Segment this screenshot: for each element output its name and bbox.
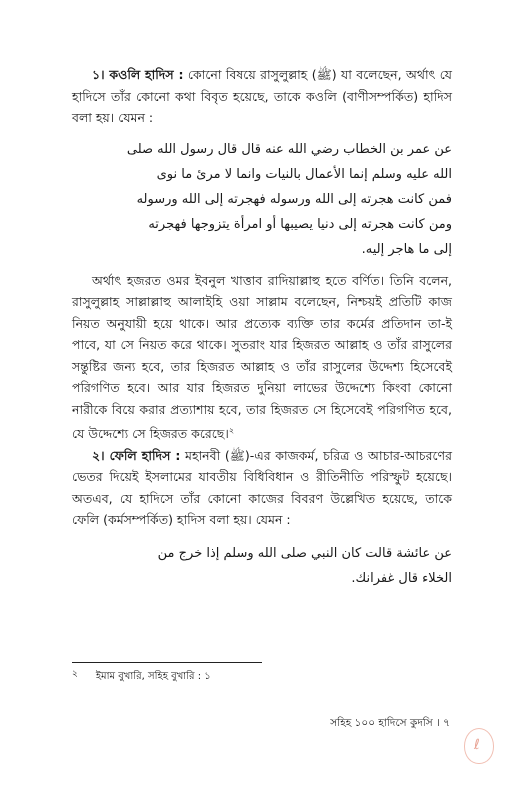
section-2-paragraph <box>72 445 452 531</box>
section-1-intro: কোনো বিষয়ে রাসুলুল্লাহ (ﷺ) যা বলেছেন, অর্থাৎ যে হাদিসে তাঁর কোনো কথা বিবৃত হয়েছে, তাকে কওলি (বাণীসম্পর্কিত) হাদিস বলা হয়। যেমন : <box>72 67 452 125</box>
footnote-text: ইমাম বুখারি, সহিহ বুখারি : ১ <box>95 671 211 682</box>
running-footer: সহিহ ১০০ হাদিসে কুদসি । ৭ <box>330 717 450 729</box>
footnote-number: ২ <box>72 669 78 679</box>
arabic-hadith-1 <box>72 137 452 262</box>
arabic-hadith-2 <box>72 541 452 591</box>
footnote-divider <box>72 662 262 663</box>
section-2-intro: মহানবী (ﷺ)-এর কাজকর্ম, চরিত্র ও আচার-আচরণের ভেতর দিয়েই ইসলামের যাবতীয় বিধিবিধান ও রীতিনীতি পরিস্ফুট হয়েছে। অতএব, যে হাদিসে তাঁর কোনো কাজের বিবরণ উল্লেখিত হয়েছে, তাকে ফেলি (কর্মসম্পর্কিত) হাদিস বলা হয়। যেমন : <box>72 447 452 528</box>
arabic-line: فمن كانت هجرته إلى الله ورسوله فهجرته إلى الله ورسوله <box>136 191 452 207</box>
section-1-paragraph <box>72 64 452 129</box>
publisher-logo-icon <box>464 728 494 764</box>
page-body <box>72 64 452 599</box>
arabic-line: إلى ما هاجر إليه. <box>361 241 452 257</box>
translation-text: অর্থাৎ হজরত ওমর ইবনুল খাত্তাব রাদিয়াল্লাহু হতে বর্ণিত। তিনি বলেন, রাসুলুল্লাহ সাল্লাল্লাহু আলাইহি ওয়া সাল্লাম বলেছেন, নিশ্চয়ই প্রতিটি কাজ নিয়ত অনুযায়ী হয়ে থাকে। আর প্রত্যেক ব্যক্তি তার কর্মের প্রতিদান তা-ই পাবে, যা সে নিয়ত করে থাকে। সুতরাং যার হিজরত আল্লাহ ও তাঁর রাসুলের সন্তুষ্টির জন্য হবে, তার হিজরত আল্লাহ ও তাঁর রাসুলের উদ্দেশ্য হিসেবেই পরিগণিত হবে। আর যার হিজরত দুনিয়া লাভের উদ্দেশ্যে কিংবা কোনো নারীকে বিয়ে করার প্রত্যাশায় হবে, তার হিজরত সে হিসেবেই পরিগণিত হবে, যে উদ্দেশ্যে সে হিজরত করেছে। <box>72 272 452 442</box>
arabic-line: ومن كانت هجرته إلى دنيا يصيبها أو امرأة يتزوجها فهجرته <box>148 216 452 232</box>
logo-mark-icon: ℓ <box>474 737 480 753</box>
footnote-reference[interactable]: ২ <box>228 426 235 435</box>
arabic-line: عن عمر بن الخطاب رضي الله عنه قال قال رسول الله صلى <box>126 141 452 157</box>
translation-paragraph <box>72 270 452 445</box>
arabic-line: الله عليه وسلم إنما الأعمال بالنيات وانما لا مرئ ما نوى <box>156 166 452 182</box>
section-2-heading: ২। ফেলি হাদিস : <box>92 447 181 463</box>
arabic-line: الخلاء قال غفرانك. <box>351 570 452 586</box>
footnote <box>72 670 211 684</box>
arabic-line: عن عائشة قالت كان النبي صلى الله وسلم إذا خرج من <box>157 545 452 561</box>
section-1-heading: ১। কওলি হাদিস : <box>92 67 184 82</box>
